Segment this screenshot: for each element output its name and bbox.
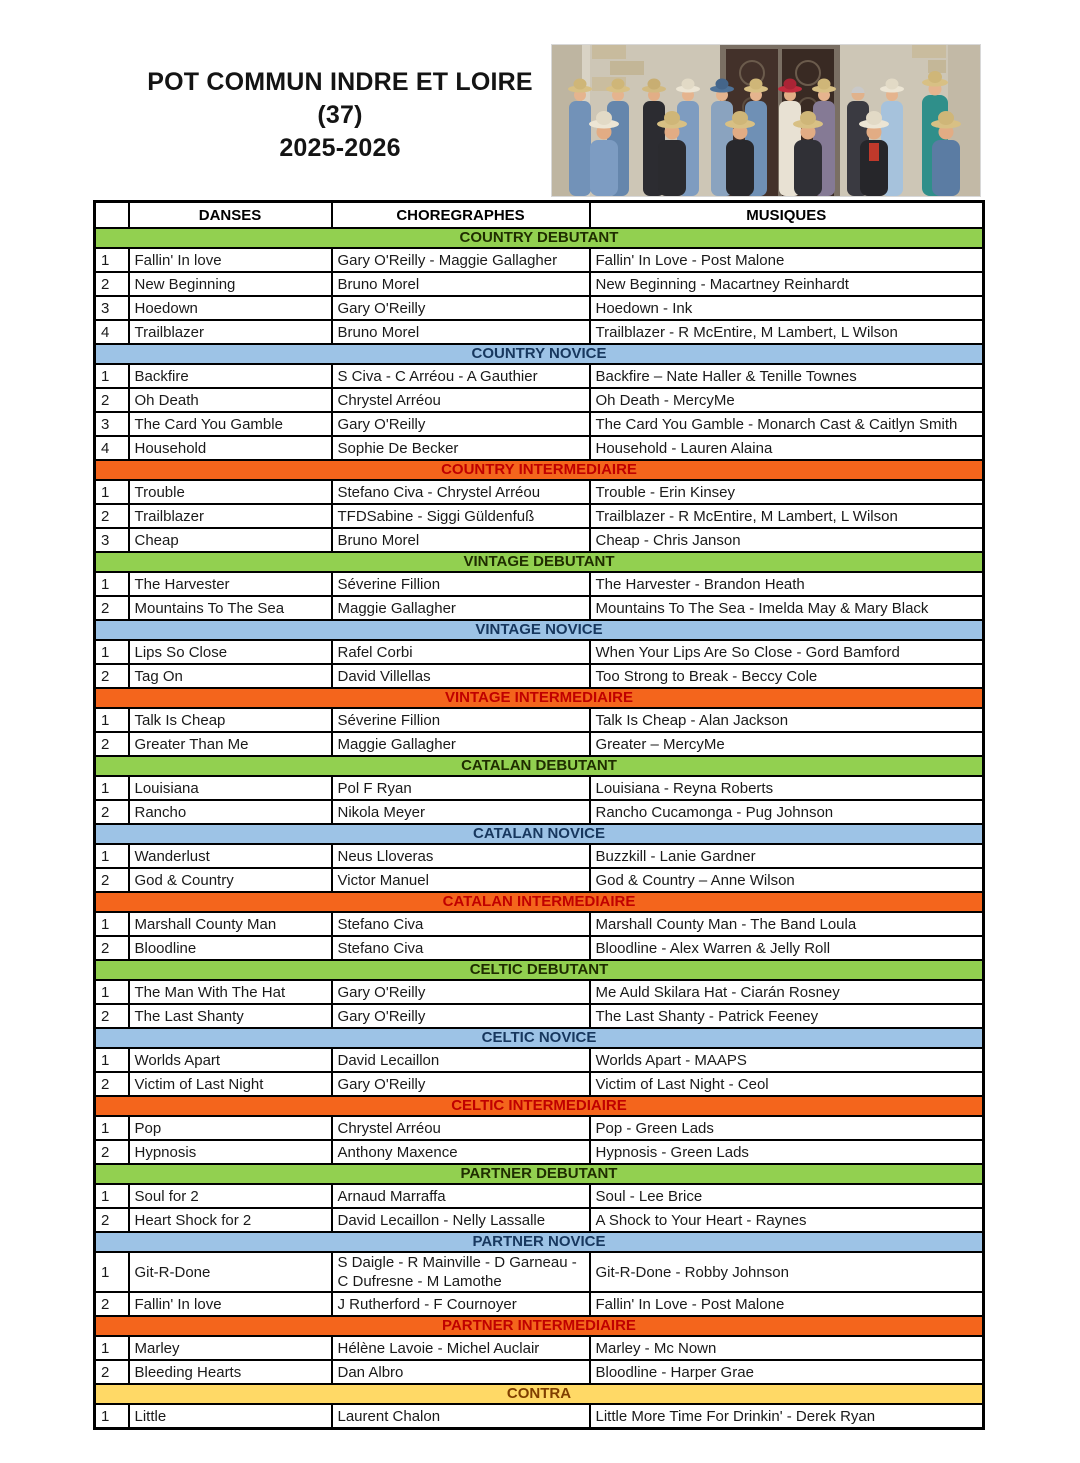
choregraphe-cell: TFDSabine - Siggi Güldenfuß	[332, 504, 590, 528]
musique-cell: Greater – MercyMe	[590, 732, 984, 756]
section-row	[95, 344, 984, 364]
section-row	[95, 1096, 984, 1116]
num-cell: 1	[95, 248, 129, 272]
danse-cell: Fallin' In love	[129, 248, 332, 272]
choregraphe-cell: Gary O'Reilly	[332, 296, 590, 320]
danse-cell: New Beginning	[129, 272, 332, 296]
num-cell: 3	[95, 296, 129, 320]
musique-cell: Oh Death - MercyMe	[590, 388, 984, 412]
musique-cell: Trailblazer - R McEntire, M Lambert, L Wilson	[590, 504, 984, 528]
musique-cell: Mountains To The Sea - Imelda May & Mary Black	[590, 596, 984, 620]
danse-cell: Heart Shock for 2	[129, 1208, 332, 1232]
musique-cell: Bloodline - Alex Warren & Jelly Roll	[590, 936, 984, 960]
num-cell: 2	[95, 388, 129, 412]
choregraphe-cell: Stefano Civa - Chrystel Arréou	[332, 480, 590, 504]
table-row	[95, 912, 984, 936]
section-header: CELTIC INTERMEDIAIRE	[95, 1096, 984, 1116]
danse-cell: Little	[129, 1404, 332, 1429]
musique-cell: Buzzkill - Lanie Gardner	[590, 844, 984, 868]
num-cell: 1	[95, 572, 129, 596]
num-cell: 4	[95, 436, 129, 460]
musique-cell: Rancho Cucamonga - Pug Johnson	[590, 800, 984, 824]
choregraphe-cell: Hélène Lavoie - Michel Auclair	[332, 1336, 590, 1360]
num-cell: 3	[95, 528, 129, 552]
table-row	[95, 528, 984, 552]
section-row	[95, 1384, 984, 1404]
musique-cell: Hypnosis - Green Lads	[590, 1140, 984, 1164]
musique-cell: Soul - Lee Brice	[590, 1184, 984, 1208]
musique-cell: New Beginning - Macartney Reinhardt	[590, 272, 984, 296]
musique-cell: Me Auld Skilara Hat - Ciarán Rosney	[590, 980, 984, 1004]
danse-cell: Talk Is Cheap	[129, 708, 332, 732]
num-cell: 1	[95, 1116, 129, 1140]
choregraphe-cell: David Lecaillon	[332, 1048, 590, 1072]
choregraphe-cell: S Civa - C Arréou - A Gauthier	[332, 364, 590, 388]
musique-cell: God & Country – Anne Wilson	[590, 868, 984, 892]
section-row	[95, 960, 984, 980]
musique-cell: The Harvester - Brandon Heath	[590, 572, 984, 596]
num-cell: 3	[95, 412, 129, 436]
section-row	[95, 1316, 984, 1336]
section-row	[95, 1028, 984, 1048]
section-row	[95, 552, 984, 572]
num-cell: 2	[95, 272, 129, 296]
table-row	[95, 868, 984, 892]
table-row	[95, 1336, 984, 1360]
choregraphe-cell: Dan Albro	[332, 1360, 590, 1384]
table-row	[95, 388, 984, 412]
choregraphe-cell: J Rutherford - F Cournoyer	[332, 1292, 590, 1316]
section-header: CATALAN DEBUTANT	[95, 756, 984, 776]
section-header: VINTAGE NOVICE	[95, 620, 984, 640]
table-row	[95, 1116, 984, 1140]
danse-cell: Fallin' In love	[129, 1292, 332, 1316]
musique-cell: Cheap - Chris Janson	[590, 528, 984, 552]
danse-cell: Marley	[129, 1336, 332, 1360]
danse-cell: Lips So Close	[129, 640, 332, 664]
choregraphe-cell: Gary O'Reilly	[332, 1004, 590, 1028]
choregraphe-cell: David Villellas	[332, 664, 590, 688]
choregraphe-cell: Gary O'Reilly - Maggie Gallagher	[332, 248, 590, 272]
musique-cell: Bloodline - Harper Grae	[590, 1360, 984, 1384]
danse-cell: Greater Than Me	[129, 732, 332, 756]
choregraphe-cell: Pol F Ryan	[332, 776, 590, 800]
danse-cell: Pop	[129, 1116, 332, 1140]
danse-cell: Household	[129, 436, 332, 460]
choregraphe-cell: Bruno Morel	[332, 320, 590, 344]
group-photo-illustration	[552, 45, 980, 196]
choregraphe-cell: Chrystel Arréou	[332, 1116, 590, 1140]
choregraphe-cell: Gary O'Reilly	[332, 412, 590, 436]
choregraphe-cell: Neus Lloveras	[332, 844, 590, 868]
danse-cell: Git-R-Done	[129, 1252, 332, 1292]
choregraphe-cell: Nikola Meyer	[332, 800, 590, 824]
table-row	[95, 480, 984, 504]
danse-cell: Trouble	[129, 480, 332, 504]
danse-cell: Hypnosis	[129, 1140, 332, 1164]
dance-table	[93, 200, 985, 1430]
table-row	[95, 732, 984, 756]
section-row	[95, 688, 984, 708]
musique-cell: Talk Is Cheap - Alan Jackson	[590, 708, 984, 732]
section-header: COUNTRY INTERMEDIAIRE	[95, 460, 984, 480]
musique-cell: Little More Time For Drinkin' - Derek Ryan	[590, 1404, 984, 1429]
num-cell: 4	[95, 320, 129, 344]
musique-cell: Victim of Last Night - Ceol	[590, 1072, 984, 1096]
danse-cell: Bleeding Hearts	[129, 1360, 332, 1384]
musique-cell: Marley - Mc Nown	[590, 1336, 984, 1360]
table-row	[95, 1208, 984, 1232]
page-title-line2: 2025-2026	[279, 134, 401, 162]
table-row	[95, 980, 984, 1004]
danse-cell: Trailblazer	[129, 320, 332, 344]
num-cell: 2	[95, 596, 129, 620]
section-header: CATALAN INTERMEDIAIRE	[95, 892, 984, 912]
musique-cell: Trailblazer - R McEntire, M Lambert, L Wilson	[590, 320, 984, 344]
num-cell: 2	[95, 868, 129, 892]
num-cell: 2	[95, 1072, 129, 1096]
choregraphe-cell: Anthony Maxence	[332, 1140, 590, 1164]
musique-cell: Fallin' In Love - Post Malone	[590, 1292, 984, 1316]
table-row	[95, 272, 984, 296]
num-cell: 1	[95, 1336, 129, 1360]
musique-cell: Too Strong to Break - Beccy Cole	[590, 664, 984, 688]
num-cell: 2	[95, 1208, 129, 1232]
table-row	[95, 800, 984, 824]
num-cell: 1	[95, 776, 129, 800]
table-row	[95, 436, 984, 460]
musique-cell: Marshall County Man - The Band Loula	[590, 912, 984, 936]
choregraphe-cell: Gary O'Reilly	[332, 980, 590, 1004]
table-row	[95, 1360, 984, 1384]
section-header: CELTIC NOVICE	[95, 1028, 984, 1048]
danse-cell: The Last Shanty	[129, 1004, 332, 1028]
num-cell: 1	[95, 844, 129, 868]
section-row	[95, 824, 984, 844]
table-row	[95, 664, 984, 688]
dancers-back-row	[568, 71, 948, 196]
table-row	[95, 1252, 984, 1292]
musique-cell: Worlds Apart - MAAPS	[590, 1048, 984, 1072]
table-row	[95, 1292, 984, 1316]
musique-cell: A Shock to Your Heart - Raynes	[590, 1208, 984, 1232]
section-header: VINTAGE DEBUTANT	[95, 552, 984, 572]
num-cell: 1	[95, 1048, 129, 1072]
page-title-line1: POT COMMUN INDRE ET LOIRE (37)	[147, 68, 533, 129]
section-header: PARTNER INTERMEDIAIRE	[95, 1316, 984, 1336]
section-row	[95, 620, 984, 640]
num-cell: 1	[95, 480, 129, 504]
musique-cell: Pop - Green Lads	[590, 1116, 984, 1140]
section-header: COUNTRY NOVICE	[95, 344, 984, 364]
table-row	[95, 364, 984, 388]
table-row	[95, 504, 984, 528]
musique-cell: The Card You Gamble - Monarch Cast & Caitlyn Smith	[590, 412, 984, 436]
table-row	[95, 776, 984, 800]
table-row	[95, 1140, 984, 1164]
table-row	[95, 1072, 984, 1096]
page-title	[128, 66, 552, 165]
section-header: COUNTRY DEBUTANT	[95, 228, 984, 248]
danse-cell: The Man With The Hat	[129, 980, 332, 1004]
danse-cell: God & Country	[129, 868, 332, 892]
choregraphe-cell: Maggie Gallagher	[332, 596, 590, 620]
table-row	[95, 640, 984, 664]
table-row	[95, 296, 984, 320]
section-header: PARTNER DEBUTANT	[95, 1164, 984, 1184]
num-cell: 1	[95, 364, 129, 388]
choregraphe-cell: Bruno Morel	[332, 528, 590, 552]
table-row	[95, 572, 984, 596]
choregraphe-cell: Rafel Corbi	[332, 640, 590, 664]
choregraphe-cell: Sophie De Becker	[332, 436, 590, 460]
num-cell: 2	[95, 1140, 129, 1164]
danse-cell: Marshall County Man	[129, 912, 332, 936]
column-header-row	[95, 202, 984, 229]
num-cell: 2	[95, 732, 129, 756]
table-row	[95, 596, 984, 620]
num-cell: 1	[95, 1184, 129, 1208]
table-row	[95, 1404, 984, 1429]
danse-cell: Worlds Apart	[129, 1048, 332, 1072]
column-header-choregraphes: CHOREGRAPHES	[332, 202, 590, 229]
num-cell: 1	[95, 708, 129, 732]
danse-cell: Cheap	[129, 528, 332, 552]
table-row	[95, 844, 984, 868]
musique-cell: Backfire – Nate Haller & Tenille Townes	[590, 364, 984, 388]
choregraphe-cell: Maggie Gallagher	[332, 732, 590, 756]
section-header: VINTAGE INTERMEDIAIRE	[95, 688, 984, 708]
dance-table-body	[95, 228, 984, 1429]
num-cell: 2	[95, 1004, 129, 1028]
choregraphe-cell: David Lecaillon - Nelly Lassalle	[332, 1208, 590, 1232]
choregraphe-cell: Séverine Fillion	[332, 572, 590, 596]
section-header: CELTIC DEBUTANT	[95, 960, 984, 980]
danse-cell: Trailblazer	[129, 504, 332, 528]
num-cell: 1	[95, 980, 129, 1004]
musique-cell: Household - Lauren Alaina	[590, 436, 984, 460]
danse-cell: The Harvester	[129, 572, 332, 596]
musique-cell: Git-R-Done - Robby Johnson	[590, 1252, 984, 1292]
danse-cell: Oh Death	[129, 388, 332, 412]
section-row	[95, 228, 984, 248]
danse-cell: Bloodline	[129, 936, 332, 960]
section-row	[95, 892, 984, 912]
danse-cell: The Card You Gamble	[129, 412, 332, 436]
musique-cell: Fallin' In Love - Post Malone	[590, 248, 984, 272]
choregraphe-cell: Stefano Civa	[332, 936, 590, 960]
table-row	[95, 1004, 984, 1028]
choregraphe-cell: Gary O'Reilly	[332, 1072, 590, 1096]
choregraphe-cell: Bruno Morel	[332, 272, 590, 296]
table-row	[95, 1048, 984, 1072]
num-cell: 2	[95, 1292, 129, 1316]
num-cell: 1	[95, 1252, 129, 1292]
musique-cell: Louisiana - Reyna Roberts	[590, 776, 984, 800]
choregraphe-cell: Chrystel Arréou	[332, 388, 590, 412]
table-row	[95, 1184, 984, 1208]
section-row	[95, 1232, 984, 1252]
section-header: CATALAN NOVICE	[95, 824, 984, 844]
choregraphe-cell: Victor Manuel	[332, 868, 590, 892]
danse-cell: Wanderlust	[129, 844, 332, 868]
danse-cell: Tag On	[129, 664, 332, 688]
num-cell: 2	[95, 1360, 129, 1384]
table-row	[95, 936, 984, 960]
table-row	[95, 320, 984, 344]
danse-cell: Backfire	[129, 364, 332, 388]
section-row	[95, 1164, 984, 1184]
choregraphe-cell: Arnaud Marraffa	[332, 1184, 590, 1208]
num-cell: 2	[95, 936, 129, 960]
num-cell: 1	[95, 1404, 129, 1429]
choregraphe-cell: Stefano Civa	[332, 912, 590, 936]
table-row	[95, 708, 984, 732]
danse-cell: Mountains To The Sea	[129, 596, 332, 620]
musique-cell: Hoedown - Ink	[590, 296, 984, 320]
table-row	[95, 412, 984, 436]
column-header-musiques: MUSIQUES	[590, 202, 984, 229]
num-cell: 1	[95, 912, 129, 936]
column-header-num	[95, 202, 129, 229]
section-row	[95, 460, 984, 480]
choregraphe-cell: Séverine Fillion	[332, 708, 590, 732]
danse-cell: Rancho	[129, 800, 332, 824]
column-header-danses: DANSES	[129, 202, 332, 229]
dance-table-container	[93, 200, 985, 1430]
num-cell: 2	[95, 800, 129, 824]
danse-cell: Victim of Last Night	[129, 1072, 332, 1096]
num-cell: 2	[95, 664, 129, 688]
num-cell: 2	[95, 504, 129, 528]
musique-cell: The Last Shanty - Patrick Feeney	[590, 1004, 984, 1028]
num-cell: 1	[95, 640, 129, 664]
table-row	[95, 248, 984, 272]
musique-cell: Trouble - Erin Kinsey	[590, 480, 984, 504]
group-photo	[552, 45, 980, 196]
musique-cell: When Your Lips Are So Close - Gord Bamford	[590, 640, 984, 664]
section-header: CONTRA	[95, 1384, 984, 1404]
choregraphe-cell: S Daigle - R Mainville - D Garneau - C Dufresne - M Lamothe	[332, 1252, 590, 1292]
choregraphe-cell: Laurent Chalon	[332, 1404, 590, 1429]
section-row	[95, 756, 984, 776]
danse-cell: Soul for 2	[129, 1184, 332, 1208]
section-header: PARTNER NOVICE	[95, 1232, 984, 1252]
danse-cell: Louisiana	[129, 776, 332, 800]
danse-cell: Hoedown	[129, 296, 332, 320]
